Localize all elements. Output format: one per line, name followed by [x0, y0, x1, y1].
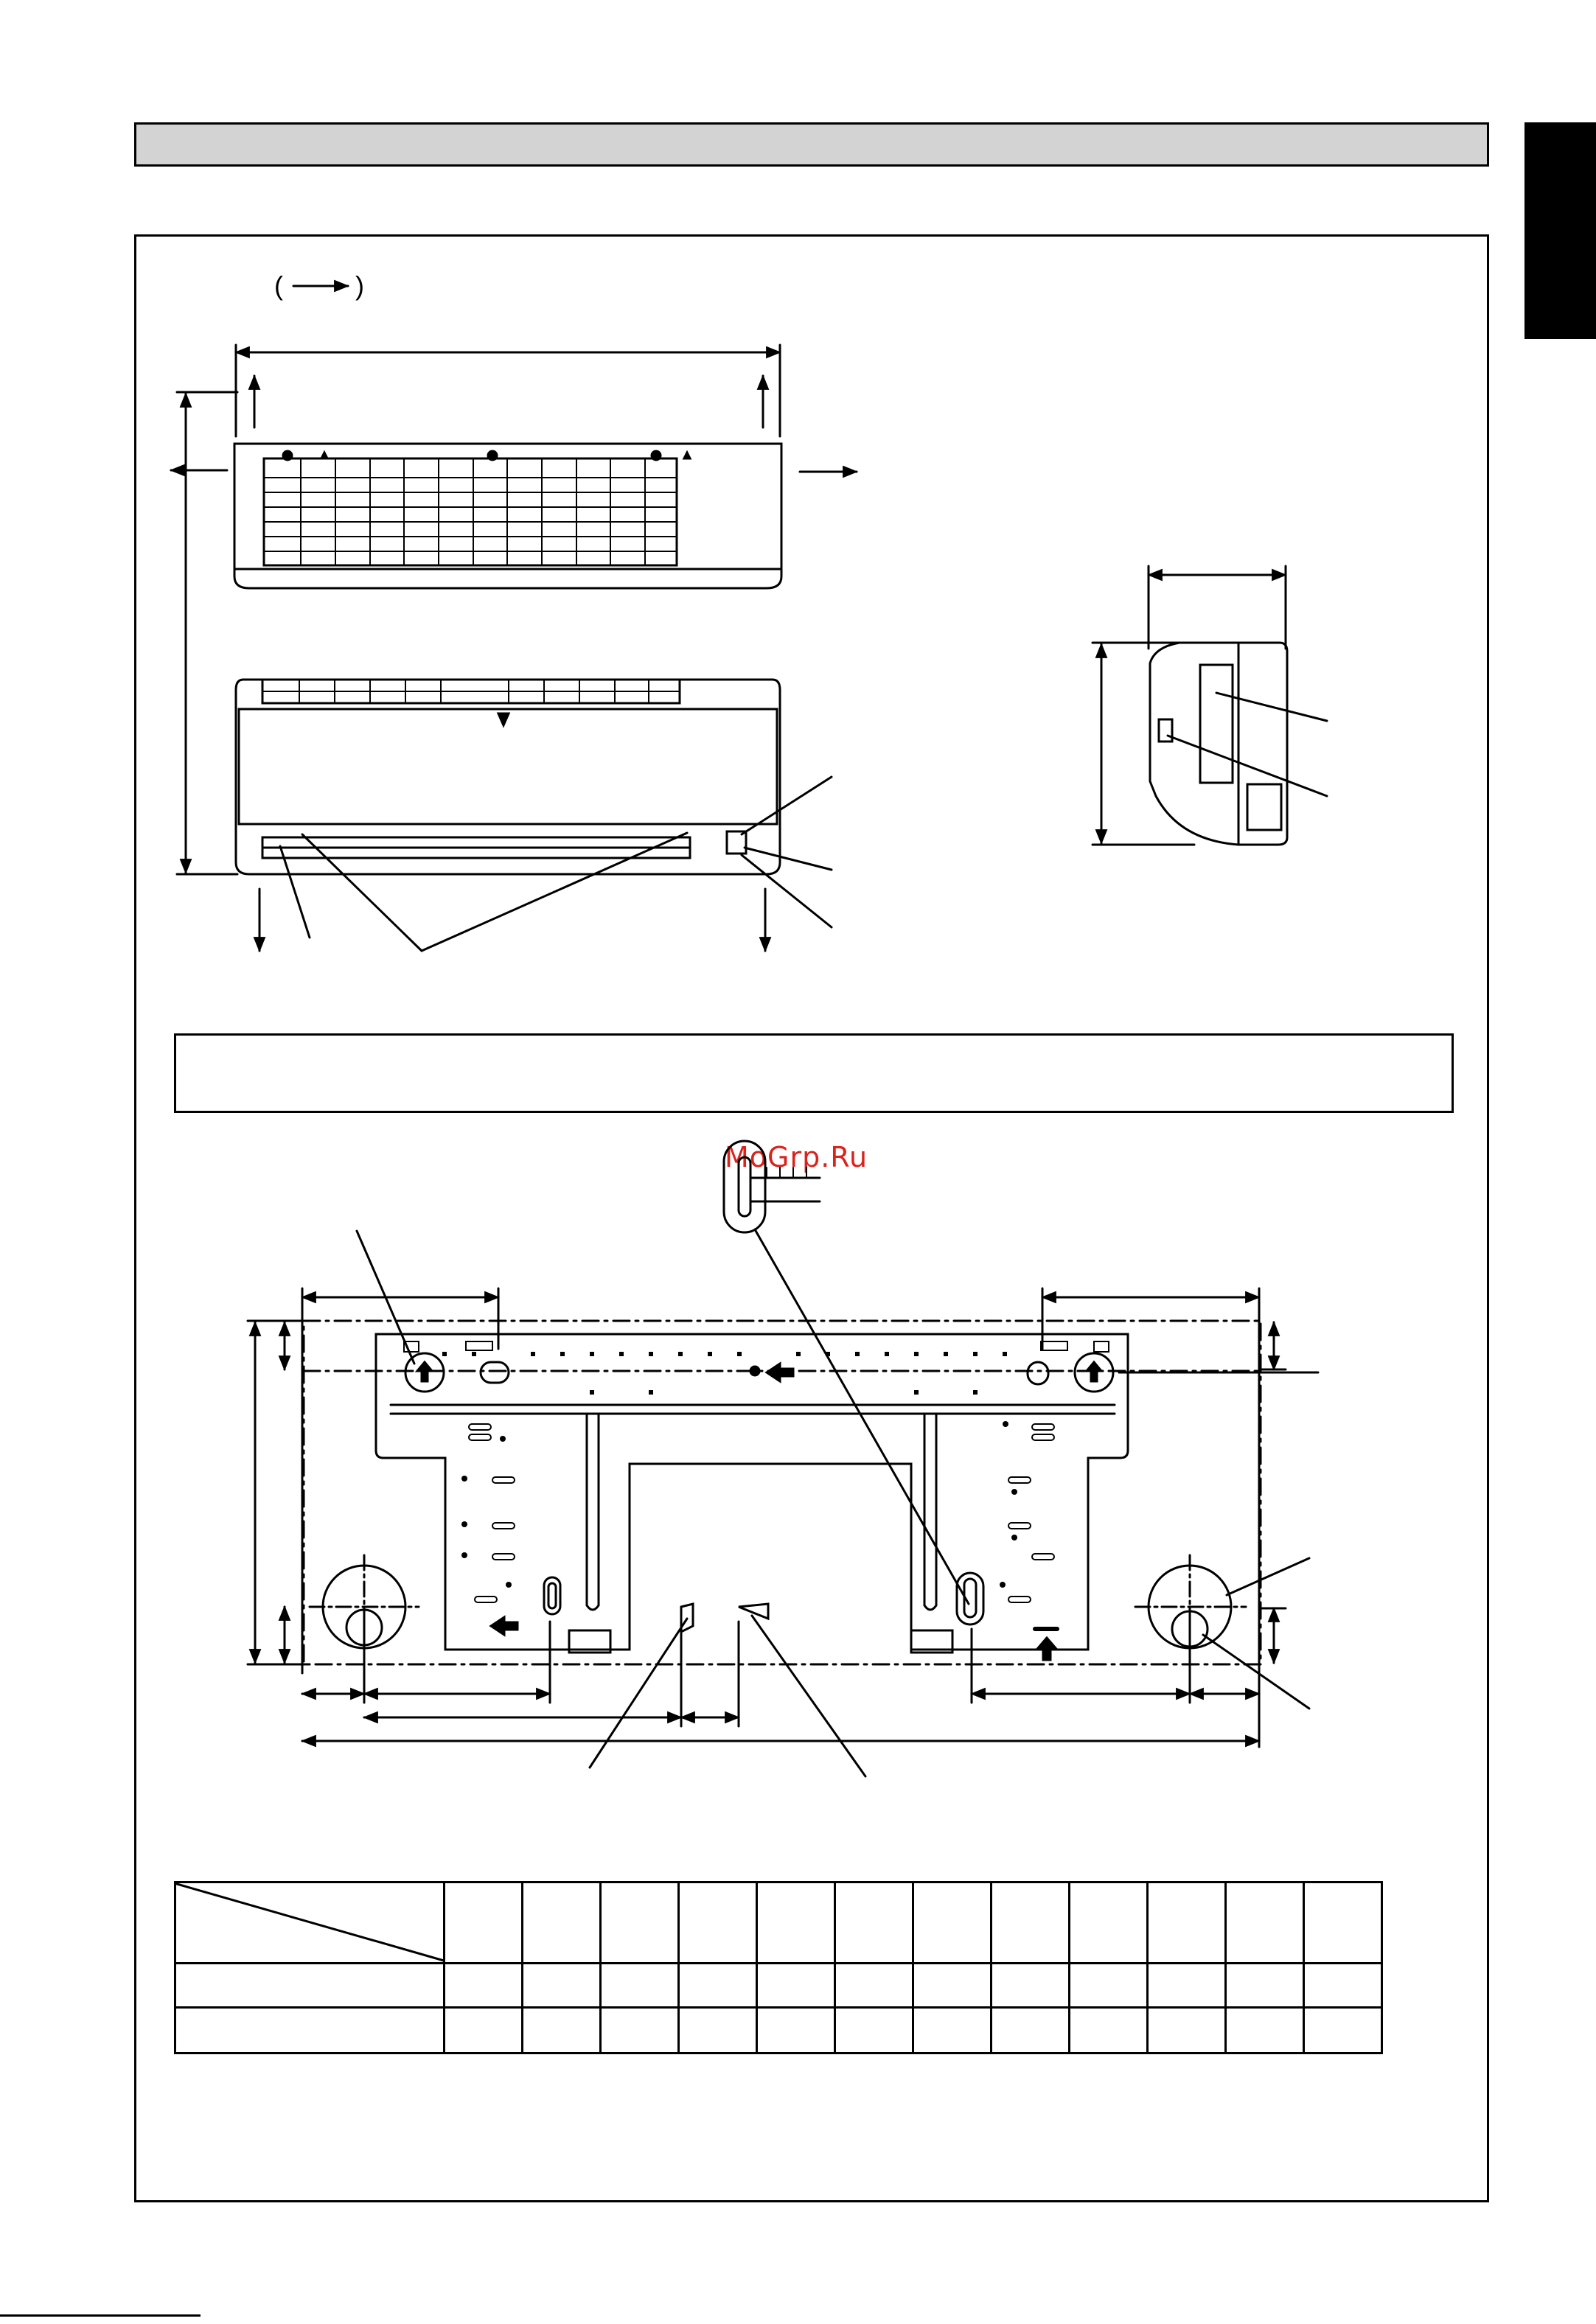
svg-text:(: (: [274, 271, 283, 301]
table-cell: [445, 1882, 523, 1964]
table-cell: [992, 1964, 1070, 2008]
table-cell: [601, 1964, 679, 2008]
table-cell: [992, 2008, 1070, 2053]
watermark: MoGrp.Ru: [725, 1141, 868, 1173]
table-cell: [175, 1882, 445, 1964]
table-row: [175, 1964, 1382, 2008]
table-cell: [1070, 1882, 1148, 1964]
table-cell: [601, 1882, 679, 1964]
table-cell: [835, 1964, 913, 2008]
table-cell: [1304, 2008, 1382, 2053]
table-cell: [1304, 1964, 1382, 2008]
top-view: [171, 345, 857, 588]
table-cell: [913, 2008, 992, 2053]
table-cell: [835, 2008, 913, 2053]
table-cell: [679, 1882, 757, 1964]
table-cell: [601, 2008, 679, 2053]
table-cell: [1226, 2008, 1304, 2053]
mounting-plate: [248, 1141, 1318, 1776]
table-cell: [679, 2008, 757, 2053]
table-cell: [835, 1882, 913, 1964]
side-view: [1093, 566, 1327, 845]
table-cell: [1304, 1882, 1382, 1964]
table-cell: [1148, 1964, 1226, 2008]
table-row: [175, 2008, 1382, 2053]
table-cell: [757, 2008, 835, 2053]
footer-rule: [0, 2314, 201, 2317]
table-header-row: [175, 1882, 1382, 1964]
table-cell: [175, 1964, 445, 2008]
table-cell: [175, 2008, 445, 2053]
table-cell: [1070, 2008, 1148, 2053]
spec-table: [174, 1881, 1383, 2054]
table-cell: [757, 1882, 835, 1964]
table-cell: [1148, 1882, 1226, 1964]
table-cell: [757, 1964, 835, 2008]
front-view: [177, 392, 832, 951]
table-cell: [1148, 2008, 1226, 2053]
table-cell: [679, 1964, 757, 2008]
table-cell: [523, 2008, 601, 2053]
table-cell: [523, 1964, 601, 2008]
table-cell: [445, 2008, 523, 2053]
table-cell: [1226, 1882, 1304, 1964]
table-cell: [992, 1882, 1070, 1964]
table-cell: [1070, 1964, 1148, 2008]
table-cell: [1226, 1964, 1304, 2008]
legend-arrow-icon: [274, 271, 364, 301]
table-cell: [445, 1964, 523, 2008]
table-cell: [913, 1882, 992, 1964]
table-cell: [523, 1882, 601, 1964]
svg-text:): ): [355, 271, 364, 301]
table-cell: [913, 1964, 992, 2008]
